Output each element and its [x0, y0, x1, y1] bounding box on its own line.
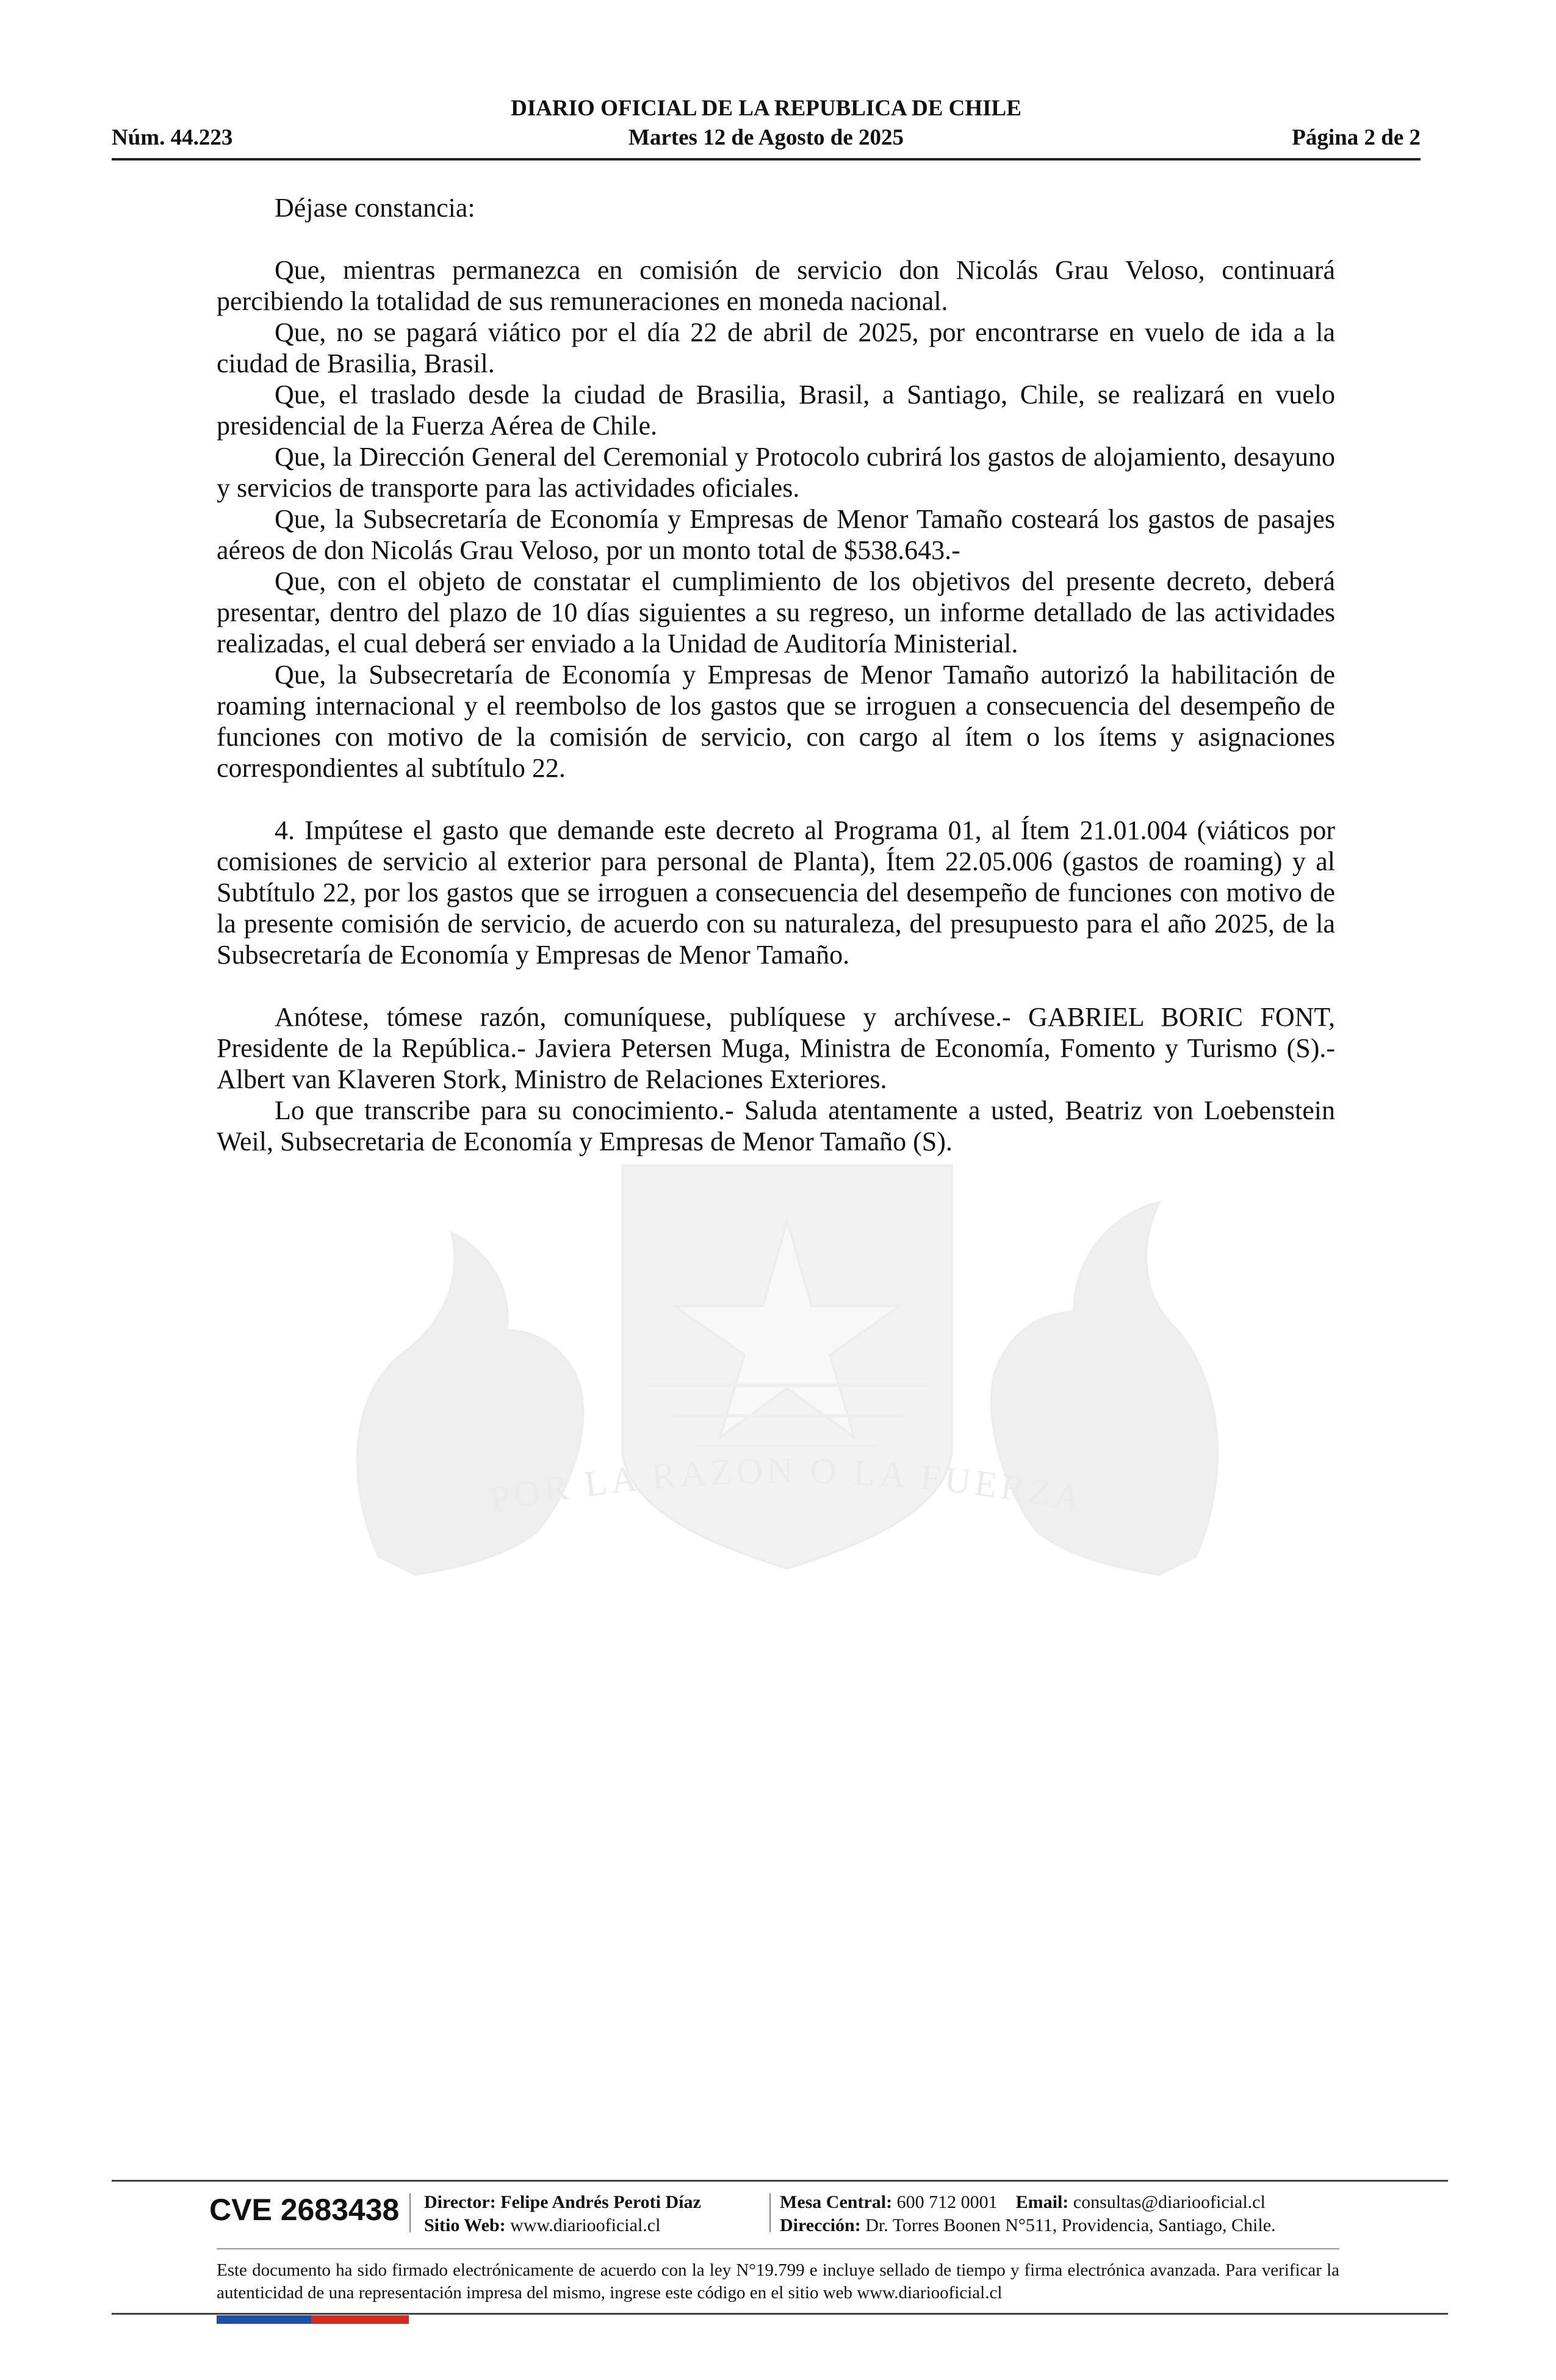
clause-paragraph: Que, la Dirección General del Ceremonial y Protocolo cubrirá los gastos de alojamiento, desayuno y servicios de transporte para las actividades oficiales. — [217, 442, 1335, 503]
gazette-title: DIARIO OFICIAL DE LA REPUBLICA DE CHILE — [511, 96, 1021, 121]
huemul-figure — [358, 1233, 583, 1574]
coat-of-arms-watermark — [305, 1129, 1269, 1648]
footer-divider — [409, 2193, 411, 2232]
footer-director-block — [424, 2191, 701, 2237]
footer-contact-block — [780, 2191, 1276, 2237]
address-value: Dr. Torres Boonen N°511, Providencia, Santiago, Chile. — [865, 2215, 1276, 2235]
footer-mid-rule — [217, 2248, 1339, 2249]
phone-label: Mesa Central: — [780, 2192, 893, 2212]
clause-paragraph: Que, no se pagará viático por el día 22 de abril de 2025, por encontrarse en vuelo de ida a la ciudad de Brasilia, Brasil. — [217, 317, 1335, 378]
director-label: Director: — [424, 2192, 496, 2212]
electronic-signature-notice: Este documento ha sido firmado electrónicamente de acuerdo con la ley N°19.799 e incluye sellado de tiempo y firma electrónica avanzada. Para verificar la autenticidad de una representación impresa del mismo, ingrese este código en el sitio web www.diariooficial.cl — [217, 2260, 1339, 2302]
flag-blue-segment — [217, 2315, 311, 2324]
motto-text: POR LA RAZON O LA FUERZA — [486, 1450, 1088, 1520]
issue-date: Martes 12 de Agosto de 2025 — [628, 125, 904, 150]
footer-top-rule — [112, 2180, 1448, 2182]
footer-bottom-rule — [112, 2313, 1448, 2315]
footer-divider — [769, 2193, 771, 2232]
article-4: 4. Impútese el gasto que demande este decreto al Programa 01, al Ítem 21.01.004 (viáticos por comisiones de servicio al exterior para personal de Planta), Ítem 22.05.006 (gastos de roaming) y al Subtítulo 22, por los gastos que se irroguen a consecuencia del desempeño de funciones con motivo de la presente comisión de servicio, de acuerdo con su naturaleza, del presupuesto para el año 2025, de la Subsecretaría de Economía y Empresas de Menor Tamaño. — [217, 815, 1335, 970]
clause-paragraph: Que, la Subsecretaría de Economía y Empresas de Menor Tamaño costeará los gastos de pasajes aéreos de don Nicolás Grau Veloso, por un monto total de $538.643.- — [217, 504, 1335, 565]
transcription-paragraph: Lo que transcribe para su conocimiento.- Saluda atentamente a usted, Beatriz von Loebenstein Weil, Subsecretaria de Economía y Empresas de Menor Tamaño (S). — [217, 1095, 1335, 1156]
intro-line: Déjase constancia: — [275, 193, 475, 223]
flag-red-segment — [311, 2315, 409, 2324]
chile-flag-stripe — [217, 2315, 409, 2324]
page-indicator: Página 2 de 2 — [1292, 125, 1421, 150]
email-label: Email: — [1015, 2192, 1069, 2212]
closing-paragraph: Anótese, tómese razón, comuníquese, publíquese y archívese.- GABRIEL BORIC FONT, Presidente de la República.- Javiera Petersen Muga, Ministra de Economía, Fomento y Turismo (S).- Albert van Klaveren Stork, Ministro de Relaciones Exteriores. — [217, 1002, 1335, 1094]
clause-paragraph: Que, la Subsecretaría de Economía y Empresas de Menor Tamaño autorizó la habilitación de roaming internacional y el reembolso de los gastos que se irroguen a consecuencia del desempeño de funciones con motivo de la comisión de servicio, con cargo al ítem o los ítems y asignaciones correspondientes al subtítulo 22. — [217, 660, 1335, 783]
page-header — [112, 93, 1421, 160]
email-link[interactable]: consultas@diariooficial.cl — [1073, 2192, 1266, 2212]
clause-paragraph: Que, el traslado desde la ciudad de Brasilia, Brasil, a Santiago, Chile, se realizará en vuelo presidencial de la Fuerza Aérea de Chile. — [217, 380, 1335, 441]
decree-body — [217, 192, 1335, 1157]
condor-figure — [992, 1202, 1217, 1574]
director-name: Felipe Andrés Peroti Díaz — [500, 2192, 701, 2212]
website-label: Sitio Web: — [424, 2215, 506, 2235]
phone-value: 600 712 0001 — [896, 2192, 998, 2212]
issue-number: Núm. 44.223 — [112, 125, 233, 150]
address-label: Dirección: — [780, 2215, 861, 2235]
website-link[interactable]: www.diariooficial.cl — [510, 2215, 661, 2235]
clause-paragraph: Que, mientras permanezca en comisión de servicio don Nicolás Grau Veloso, continuará percibiendo la totalidad de sus remuneraciones en moneda nacional. — [217, 255, 1335, 316]
clause-paragraph: Que, con el objeto de constatar el cumplimiento de los objetivos del presente decreto, deberá presentar, dentro del plazo de 10 días siguientes a su regreso, un informe detallado de las actividades realizadas, el cual deberá ser enviado a la Unidad de Auditoría Ministerial. — [217, 566, 1335, 658]
cve-code: CVE 2683438 — [209, 2193, 400, 2227]
